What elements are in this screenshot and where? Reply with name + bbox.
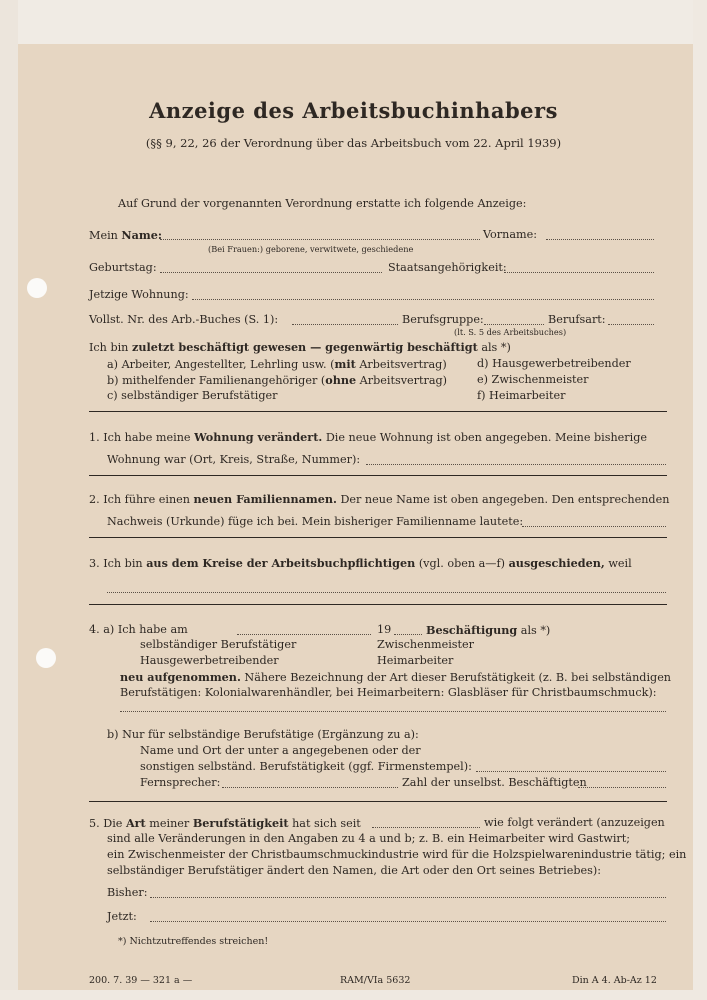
vorname-field[interactable] xyxy=(546,239,654,240)
women-note: (Bei Frauen:) geborene, verwitwete, geschiedene xyxy=(208,244,414,254)
employment-intro: Ich bin zuletzt beschäftigt gewesen — gegenwärtig beschäftigt als *) xyxy=(89,340,511,354)
jetzt-label: Jetzt: xyxy=(107,910,137,923)
previous-address-field[interactable] xyxy=(366,464,666,465)
footer-left: 200. 7. 39 — 321 a — xyxy=(89,975,193,986)
reason-field[interactable] xyxy=(107,592,666,593)
section-4a-beschaeftigung: Beschäftigung als *) xyxy=(426,623,551,637)
employment-option-f: f) Heimarbeiter xyxy=(477,389,566,402)
berufsart-label: Berufsart: xyxy=(548,313,606,326)
scan-border-top xyxy=(0,0,707,44)
divider-1 xyxy=(89,411,667,412)
jetzt-field[interactable] xyxy=(150,921,666,922)
divider-5 xyxy=(89,801,667,802)
section-4b-line-2: Name und Ort der unter a angegebenen oder der xyxy=(140,744,421,757)
wohnung-label: Jetzige Wohnung: xyxy=(89,288,189,301)
geburtstag-field[interactable] xyxy=(160,272,382,273)
footnote: *) Nichtzutreffendes streichen! xyxy=(118,936,269,947)
option-hausgewerbe: Hausgewerbetreibender xyxy=(140,654,279,667)
punch-hole-bottom xyxy=(36,648,56,668)
staat-field[interactable] xyxy=(504,272,654,273)
business-name-field[interactable] xyxy=(476,771,666,772)
page-subtitle: (§§ 9, 22, 26 der Verordnung über das Arbeitsbuch vom 22. April 1939) xyxy=(145,136,562,150)
start-year-field[interactable] xyxy=(394,634,422,635)
employees-count-label: Zahl der unselbst. Beschäftigten xyxy=(402,776,587,789)
name-label: Mein Name: xyxy=(89,228,162,242)
name-field[interactable] xyxy=(160,239,480,240)
divider-2 xyxy=(89,475,667,476)
divider-4 xyxy=(89,604,667,605)
vorname-label: Vorname: xyxy=(483,228,538,241)
footer-right: Din A 4. Ab-Az 12 xyxy=(572,975,657,986)
intro-text: Auf Grund der vorgenannten Verordnung erstatte ich folgende Anzeige: xyxy=(118,197,527,210)
section-1-line-2: Wohnung war (Ort, Kreis, Straße, Nummer): xyxy=(107,453,361,466)
berufsgruppe-label: Berufsgruppe: xyxy=(402,313,484,326)
option-heimarbeiter: Heimarbeiter xyxy=(377,654,454,667)
employment-option-d: d) Hausgewerbetreibender xyxy=(477,357,631,370)
divider-3 xyxy=(89,537,667,538)
section-5-line-1-end: wie folgt verändert (anzuzeigen xyxy=(484,816,665,829)
phone-field[interactable] xyxy=(222,787,398,788)
lt-note: (lt. S. 5 des Arbeitsbuches) xyxy=(454,327,567,337)
employees-count-field[interactable] xyxy=(578,787,666,788)
scan-border-left xyxy=(0,0,18,1000)
berufsart-field[interactable] xyxy=(608,324,654,325)
section-5-line-4: selbständiger Berufstätiger ändert den Namen, die Art oder den Ort seines Betriebes): xyxy=(107,864,601,877)
geburtstag-label: Geburtstag: xyxy=(89,261,157,274)
punch-hole-top xyxy=(27,278,47,298)
section-5-line-2: sind alle Veränderungen in den Angaben zu 4 a und b; z. B. ein Heimarbeiter wird Gastwirt; xyxy=(107,832,631,845)
page-title: Anzeige des Arbeitsbuchinhabers xyxy=(149,98,558,123)
wohnung-field[interactable] xyxy=(192,299,654,300)
option-selbstaendig: selbständiger Berufstätiger xyxy=(140,638,297,651)
change-since-field[interactable] xyxy=(372,827,480,828)
arbeitsbuch-nr-label: Vollst. Nr. des Arb.-Buches (S. 1): xyxy=(89,313,279,326)
employment-option-b: b) mithelfender Familienangehöriger (ohne Arbeitsvertrag) xyxy=(107,373,448,387)
bisher-field[interactable] xyxy=(150,897,666,898)
fernsprecher-label: Fernsprecher: xyxy=(140,776,221,789)
section-5-line-1: 5. Die Art meiner Berufstätigkeit hat sich seit xyxy=(89,816,361,830)
section-2-line-1: 2. Ich führe einen neuen Familiennamen. Der neue Name ist oben angegeben. Den entsprechenden xyxy=(89,492,670,506)
section-1-line-1: 1. Ich habe meine Wohnung verändert. Die neue Wohnung ist oben angegeben. Meine bisherige xyxy=(89,430,648,444)
section-2-line-2: Nachweis (Urkunde) füge ich bei. Mein bisheriger Familienname lautete: xyxy=(107,515,524,528)
section-4a-line-nc: Berufstätigen: Kolonialwarenhändler, bei Heimarbeitern: Glasbläser für Christbaumschmuck): xyxy=(120,686,657,699)
section-4a-line-na: neu aufgenommen. Nähere Bezeichnung der Art dieser Berufstätigkeit (z. B. bei selbständigen xyxy=(120,670,672,684)
occupation-detail-field[interactable] xyxy=(120,711,666,712)
employment-option-a: a) Arbeiter, Angestellter, Lehrling usw. (mit Arbeitsvertrag) xyxy=(107,357,447,371)
option-zwischenmeister: Zwischenmeister xyxy=(377,638,474,651)
bisher-label: Bisher: xyxy=(107,886,148,899)
section-4b-line-3: sonstigen selbständ. Berufstätigkeit (ggf. Firmenstempel): xyxy=(140,760,472,773)
section-5-line-3: ein Zwischenmeister der Christbaumschmuckindustrie wird für die Holzspielwarenindustrie tätig; ein xyxy=(107,848,687,861)
employment-option-e: e) Zwischenmeister xyxy=(477,373,589,386)
arbeitsbuch-nr-field[interactable] xyxy=(292,324,398,325)
employment-option-c: c) selbständiger Berufstätiger xyxy=(107,389,278,402)
scan-border-bottom xyxy=(0,990,707,1000)
section-4b-line-1: b) Nur für selbständige Berufstätige (Ergänzung zu a): xyxy=(107,728,419,741)
section-4a-year: 19 xyxy=(377,623,392,636)
footer-center: RAM/VIa 5632 xyxy=(340,975,411,986)
section-4a-line-1: 4. a) Ich habe am xyxy=(89,623,188,636)
scan-border-right xyxy=(693,0,707,1000)
start-date-field[interactable] xyxy=(237,634,371,635)
section-3-line-1: 3. Ich bin aus dem Kreise der Arbeitsbuchpflichtigen (vgl. oben a—f) ausgeschieden, weil xyxy=(89,556,632,570)
staat-label: Staatsangehörigkeit: xyxy=(388,261,507,274)
previous-name-field[interactable] xyxy=(522,526,666,527)
